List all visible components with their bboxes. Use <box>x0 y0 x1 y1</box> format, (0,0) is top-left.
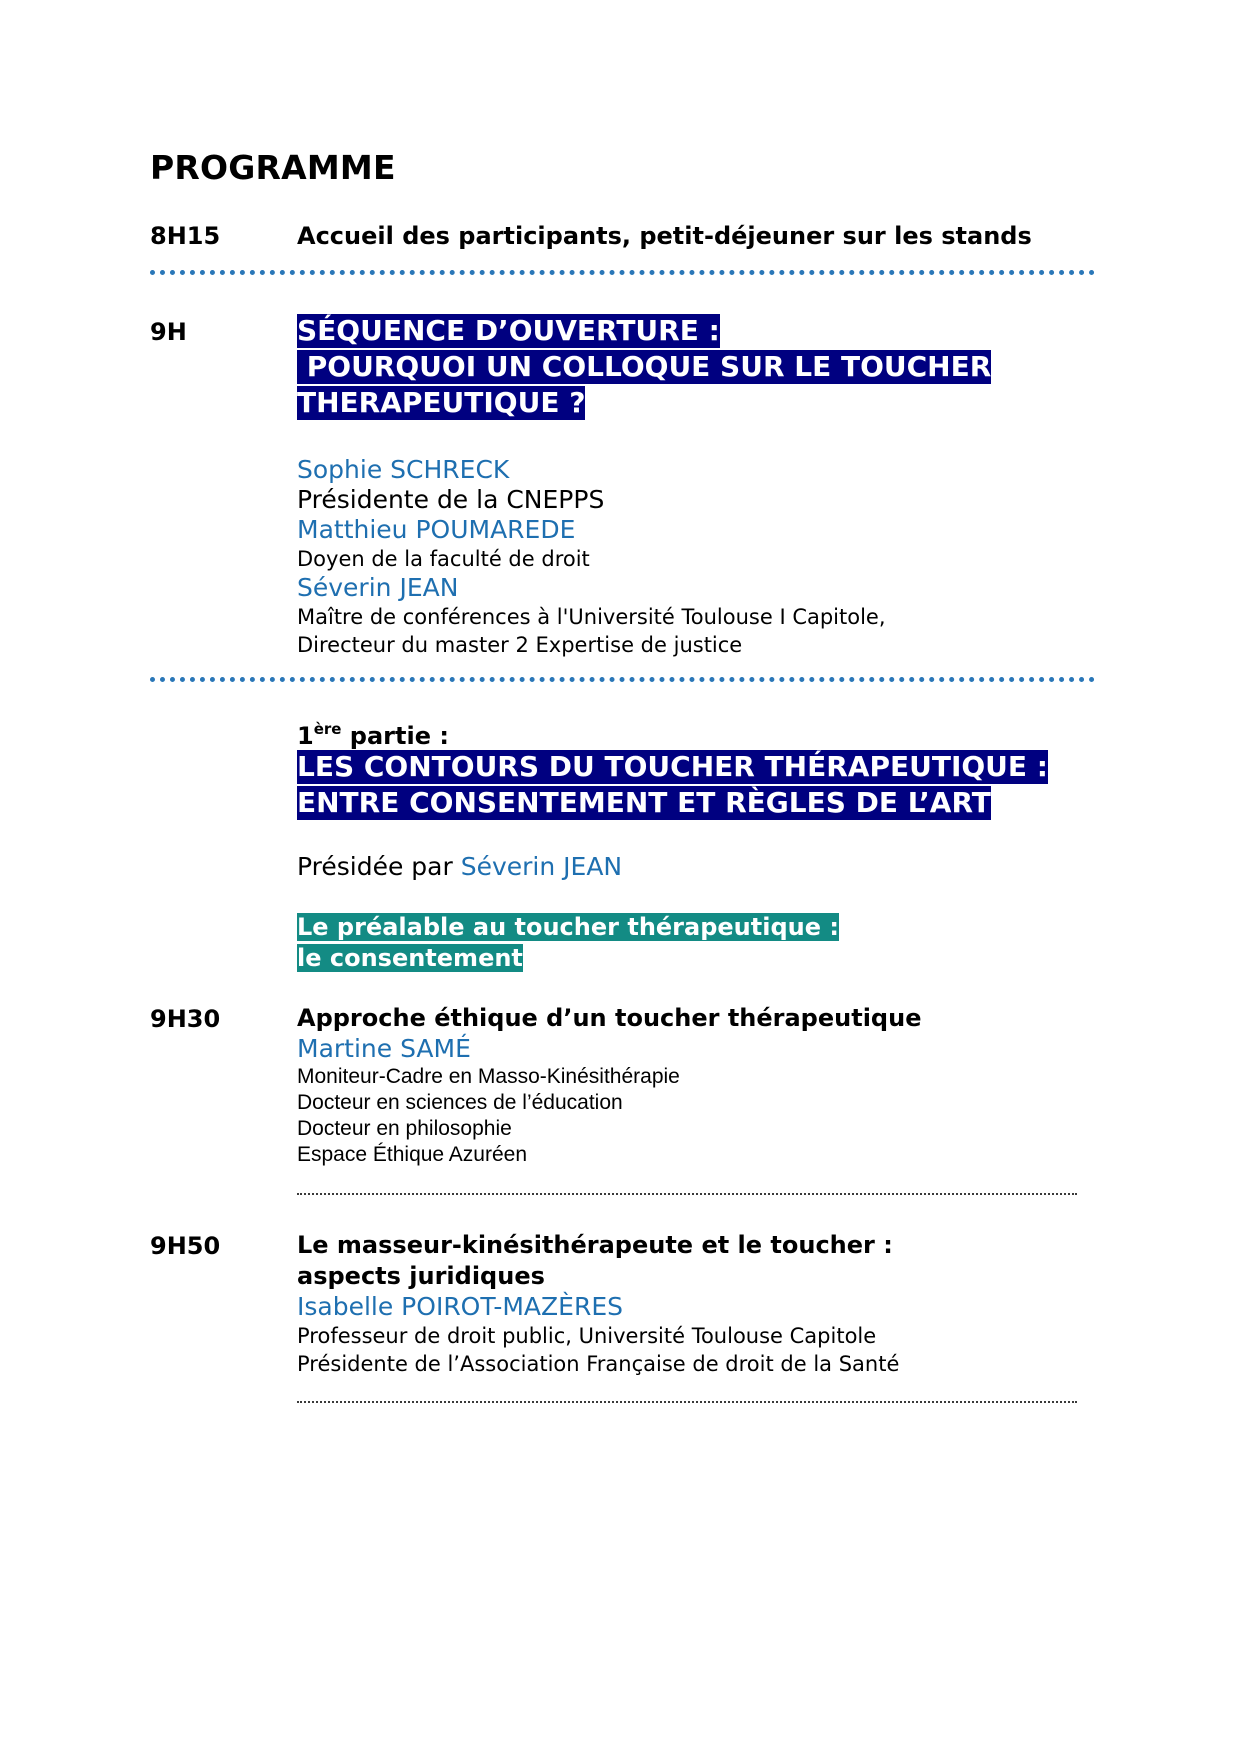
speaker-role: Présidente de la CNEPPS <box>297 485 605 514</box>
speaker-role: Professeur de droit public, Université Toulouse Capitole <box>297 1324 877 1348</box>
speaker-name: Martine SAMÉ <box>297 1034 471 1063</box>
talk-time: 9H50 <box>150 1232 221 1260</box>
dotted-leader <box>297 1193 1077 1195</box>
section-divider <box>150 677 1095 682</box>
part1-chair <box>297 852 622 881</box>
speaker-role: Espace Éthique Azuréen <box>297 1143 527 1166</box>
page-title: PROGRAMME <box>150 148 396 187</box>
talk-title: Approche éthique d’un toucher thérapeutique <box>297 1004 922 1032</box>
opening-heading-line: POURQUOI UN COLLOQUE SUR LE TOUCHER <box>297 350 992 383</box>
speaker-name: Séverin JEAN <box>297 573 459 602</box>
talk-title: Le masseur-kinésithérapeute et le toucher : <box>297 1231 893 1259</box>
part1-heading <box>297 750 1048 822</box>
speaker-role: Docteur en philosophie <box>297 1117 512 1140</box>
speaker-role: Docteur en sciences de l’éducation <box>297 1091 623 1114</box>
chair-name: Séverin JEAN <box>460 852 623 881</box>
talk <box>297 1230 899 1378</box>
opening-heading-line: SÉQUENCE D’OUVERTURE : <box>297 314 720 347</box>
speaker-name: Isabelle POIROT-MAZÈRES <box>297 1292 623 1321</box>
opening-time: 9H <box>150 318 187 346</box>
part1-subheading-line: Le préalable au toucher thérapeutique : <box>297 913 839 941</box>
part-ordinal: ère <box>313 720 342 738</box>
opening-heading-line: THERAPEUTIQUE ? <box>297 386 586 419</box>
speaker-name: Matthieu POUMAREDE <box>297 515 576 544</box>
part1-subheading <box>297 913 839 975</box>
talk-time: 9H30 <box>150 1005 221 1033</box>
speaker-role: Doyen de la faculté de droit <box>297 547 590 571</box>
speaker-role: Maître de conférences à l'Université Toulouse I Capitole, <box>297 605 886 629</box>
speaker-role: Présidente de l’Association Française de droit de la Santé <box>297 1352 900 1376</box>
talk <box>297 1003 921 1168</box>
chair-prefix: Présidée par <box>297 852 461 881</box>
part-number: 1 <box>297 722 314 750</box>
part1-subheading-line: le consentement <box>297 944 523 972</box>
welcome-time: 8H15 <box>150 222 221 250</box>
dotted-leader <box>297 1401 1077 1403</box>
opening-speakers <box>297 455 886 659</box>
speaker-name: Sophie SCHRECK <box>297 455 510 484</box>
speaker-role: Moniteur-Cadre en Masso-Kinésithérapie <box>297 1065 680 1088</box>
part1-heading-line: LES CONTOURS DU TOUCHER THÉRAPEUTIQUE : <box>297 750 1048 783</box>
part-label-text: partie : <box>341 722 449 750</box>
part1-heading-line: ENTRE CONSENTEMENT ET RÈGLES DE L’ART <box>297 786 991 819</box>
part-label <box>297 720 449 750</box>
section-divider <box>150 270 1095 275</box>
talk-title: aspects juridiques <box>297 1262 545 1290</box>
opening-heading <box>297 314 991 422</box>
welcome-text: Accueil des participants, petit-déjeuner sur les stands <box>297 222 1032 250</box>
speaker-role: Directeur du master 2 Expertise de justice <box>297 633 743 657</box>
